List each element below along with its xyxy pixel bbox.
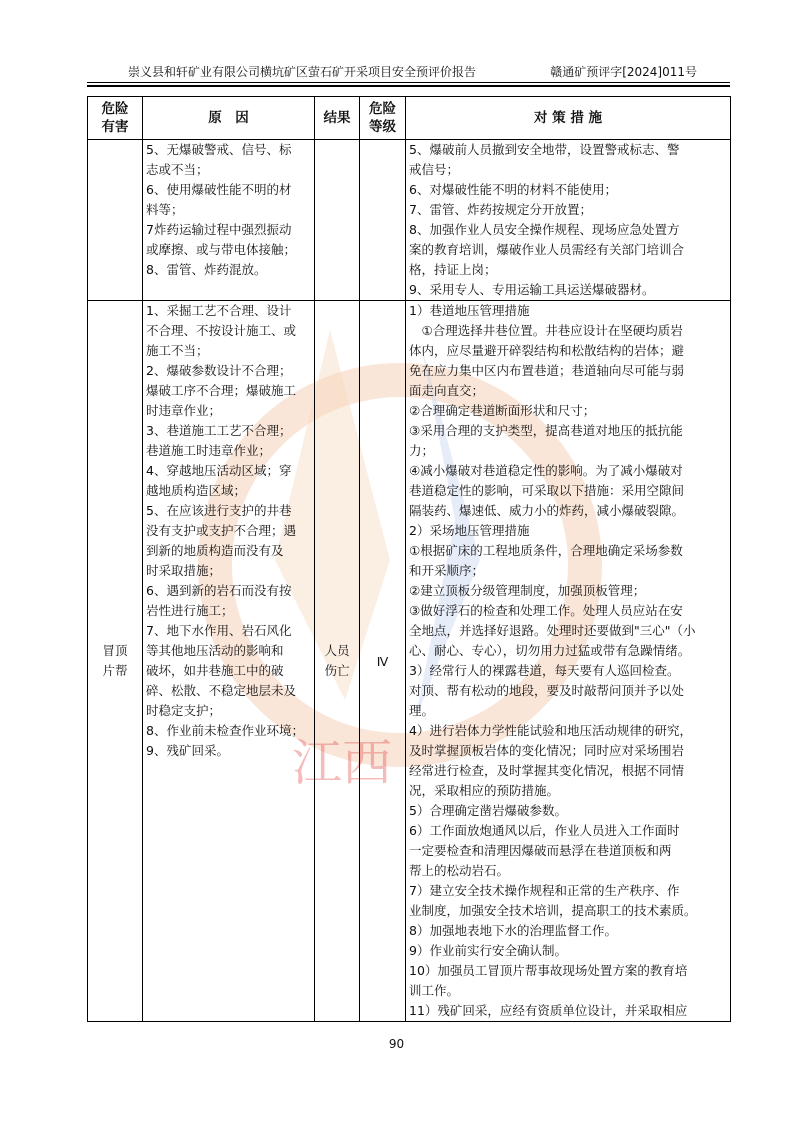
- result-label: 人员 伤亡: [324, 643, 350, 678]
- header-report-code: 赣通矿预评字[2024]011号: [550, 65, 697, 79]
- header-cause: 原 因: [143, 97, 315, 140]
- measure-line: 训工作。: [409, 983, 460, 998]
- cause-line: 7炸药运输过程中强烈振动: [146, 222, 292, 237]
- measure-line: 帮上的松动岩石。: [409, 863, 510, 878]
- measure-line: 一定要检查和清理因爆破而悬浮在巷道顶板和两: [409, 843, 672, 858]
- hazard-measures-table: [87, 96, 731, 1022]
- cause-line: 没有支护或支护不合理；遇: [146, 523, 297, 538]
- measure-line: 对顶、帮有松动的地段，要及时敲帮问顶并予以处: [409, 683, 685, 698]
- level-cell: [360, 301, 406, 1022]
- table-header-row: [88, 97, 731, 140]
- cause-line: 施工不当；: [146, 343, 209, 358]
- measure-line: 2）采场地压管理措施: [409, 523, 530, 538]
- measure-line: 9、采用专人、专用运输工具运送爆破器材。: [409, 282, 655, 297]
- measure-line: ①合理选择井巷位置。井巷应设计在坚硬均质岩: [409, 323, 683, 338]
- measure-line: 和开采顺序；: [409, 563, 485, 578]
- cause-line: 9、残矿回采。: [146, 743, 229, 758]
- header-rule-thick: [87, 85, 730, 87]
- cause-line: 或摩擦、或与带电体接触；: [146, 242, 297, 257]
- measure-line: 3）经常行人的裸露巷道，每天要有人巡回检查。: [409, 663, 680, 678]
- cause-cell: [143, 140, 315, 301]
- measure-line: 况，采取相应的预防措施。: [409, 783, 560, 798]
- cause-line: 碎、松散、不稳定地层未及: [146, 683, 297, 698]
- hazard-label: 冒顶 片帮: [102, 643, 128, 678]
- cause-line: 时违章作业；: [146, 403, 222, 418]
- measure-line: 业制度，加强安全技术培训，提高职工的技术素质。: [409, 903, 697, 918]
- cause-line: 3、巷道施工工艺不合理；: [146, 423, 292, 438]
- cause-line: 8、作业前未检查作业环境；: [146, 723, 304, 738]
- cause-line: 8、雷管、炸药混放。: [146, 262, 267, 277]
- page-number: 90: [388, 1037, 405, 1051]
- measure-line: 理。: [409, 703, 435, 718]
- result-cell: [315, 301, 360, 1022]
- header-report-title: 崇义县和轩矿业有限公司横坑矿区萤石矿开采项目安全预评价报告: [128, 65, 477, 79]
- measure-line: 9）作业前实行安全确认制。: [409, 943, 567, 958]
- measure-line: 经常进行检查，及时掌握其变化情况，根据不同情: [409, 763, 685, 778]
- cause-line: 不合理、不按设计施工、或: [146, 323, 297, 338]
- cause-line: 4、穿越地压活动区域；穿: [146, 463, 292, 478]
- measure-line: 6、对爆破性能不明的材料不能使用；: [409, 182, 617, 197]
- cause-line: 志或不当；: [146, 162, 209, 177]
- measure-line: 10）加强员工冒顶片帮事故现场处置方案的教育培: [409, 963, 688, 978]
- cause-line: 时稳定支护；: [146, 703, 222, 718]
- cause-line: 6、使用爆破性能不明的材: [146, 182, 292, 197]
- measure-line: 5、爆破前人员撤到安全地带，设置警戒标志、警: [409, 142, 680, 157]
- result-cell: [315, 140, 360, 301]
- header-rule: [87, 82, 730, 83]
- measure-line: 心、耐心、专心），切勿用力过猛或带有急躁情绪。: [409, 643, 691, 658]
- hazard-cell: [88, 301, 143, 1022]
- measure-line: 戒信号；: [409, 162, 460, 177]
- measure-line: 4）进行岩体力学性能试验和地压活动规律的研究，: [409, 723, 692, 738]
- cause-line: 时采取措施；: [146, 563, 222, 578]
- cause-line: 2、爆破参数设计不合理；: [146, 363, 292, 378]
- measure-line: 6）工作面放炮通风以后，作业人员进入工作面时: [409, 823, 680, 838]
- header-measures: 对 策 措 施: [406, 97, 731, 140]
- measure-line: 免在应力集中区内布置巷道；巷道轴向尽可能与弱: [409, 363, 685, 378]
- cause-line: 5、无爆破警戒、信号、标: [146, 142, 292, 157]
- cause-line: 岩性进行施工；: [146, 603, 234, 618]
- cause-line: 爆破工序不合理；爆破施工: [146, 383, 297, 398]
- measure-line: 格，持证上岗；: [409, 262, 497, 277]
- measure-line: 8、加强作业人员安全操作规程、现场应急处置方: [409, 222, 680, 237]
- watermark-text: 江西: [292, 734, 392, 792]
- table-row: [88, 301, 731, 1022]
- measure-line: ②合理确定巷道断面形状和尺寸；: [409, 403, 596, 418]
- level-cell: [360, 140, 406, 301]
- cause-line: 料等；: [146, 202, 184, 217]
- measure-line: 8）加强地表地下水的治理监督工作。: [409, 923, 617, 938]
- measure-line: ③做好浮石的检查和处理工作。处理人员应站在安: [409, 603, 683, 618]
- measure-line: ②建立顶板分级管理制度，加强顶板管理；: [409, 583, 646, 598]
- measure-line: 巷道稳定性的影响，可采取以下措施：采用空隙间: [409, 483, 685, 498]
- measure-line: 及时掌握顶板岩体的变化情况；同时应对采场围岩: [409, 743, 685, 758]
- measure-line: 面走向直交；: [409, 383, 485, 398]
- cause-line: 破坏，如井巷施工中的破: [146, 663, 284, 678]
- measure-line: 5）合理确定凿岩爆破参数。: [409, 803, 567, 818]
- measure-line: 全地点，并选择好退路。处理时还要做到"三心"（小: [409, 623, 696, 638]
- table-row: [88, 140, 731, 301]
- header-result: 结果: [315, 97, 360, 140]
- cause-line: 7、地下水作用、岩石风化: [146, 623, 292, 638]
- measure-line: ③采用合理的支护类型，提高巷道对地压的抵抗能: [409, 423, 683, 438]
- measure-line: 7）建立安全技术操作规程和正常的生产秩序、作: [409, 883, 680, 898]
- cause-line: 越地质构造区域；: [146, 483, 247, 498]
- cause-cell: [143, 301, 315, 1022]
- measure-line: 7、雷管、炸药按规定分开放置；: [409, 202, 592, 217]
- cause-line: 到新的地质构造而没有及: [146, 543, 284, 558]
- cause-line: 巷道施工时违章作业；: [146, 443, 272, 458]
- measure-line: 体内，应尽量避开碎裂结构和松散结构的岩体；避: [409, 343, 685, 358]
- header-hazard: 危险 有害: [88, 97, 143, 140]
- cause-line: 1、采掘工艺不合理、设计: [146, 303, 292, 318]
- hazard-cell: [88, 140, 143, 301]
- cause-line: 6、遇到新的岩石而没有按: [146, 583, 292, 598]
- header-level: 危险 等级: [360, 97, 406, 140]
- measure-line: 1）巷道地压管理措施: [409, 303, 530, 318]
- cause-line: 等其他地压活动的影响和: [146, 643, 284, 658]
- measure-line: ④减小爆破对巷道稳定性的影响。为了减小爆破对: [409, 463, 683, 478]
- measure-line: ①根据矿床的工程地质条件，合理地确定采场参数: [409, 543, 683, 558]
- measure-line: 隔装药、爆速低、威力小的炸药，减小爆破裂隙。: [409, 503, 685, 518]
- measures-cell: [406, 140, 731, 301]
- measure-line: 11）残矿回采，应经有资质单位设计，并采取相应: [409, 1003, 688, 1018]
- measure-line: 案的教育培训，爆破作业人员需经有关部门培训合: [409, 242, 685, 257]
- measure-line: 力；: [409, 443, 435, 458]
- cause-line: 5、在应该进行支护的井巷: [146, 503, 292, 518]
- level-label: Ⅳ: [376, 653, 389, 669]
- measures-cell: [406, 301, 731, 1022]
